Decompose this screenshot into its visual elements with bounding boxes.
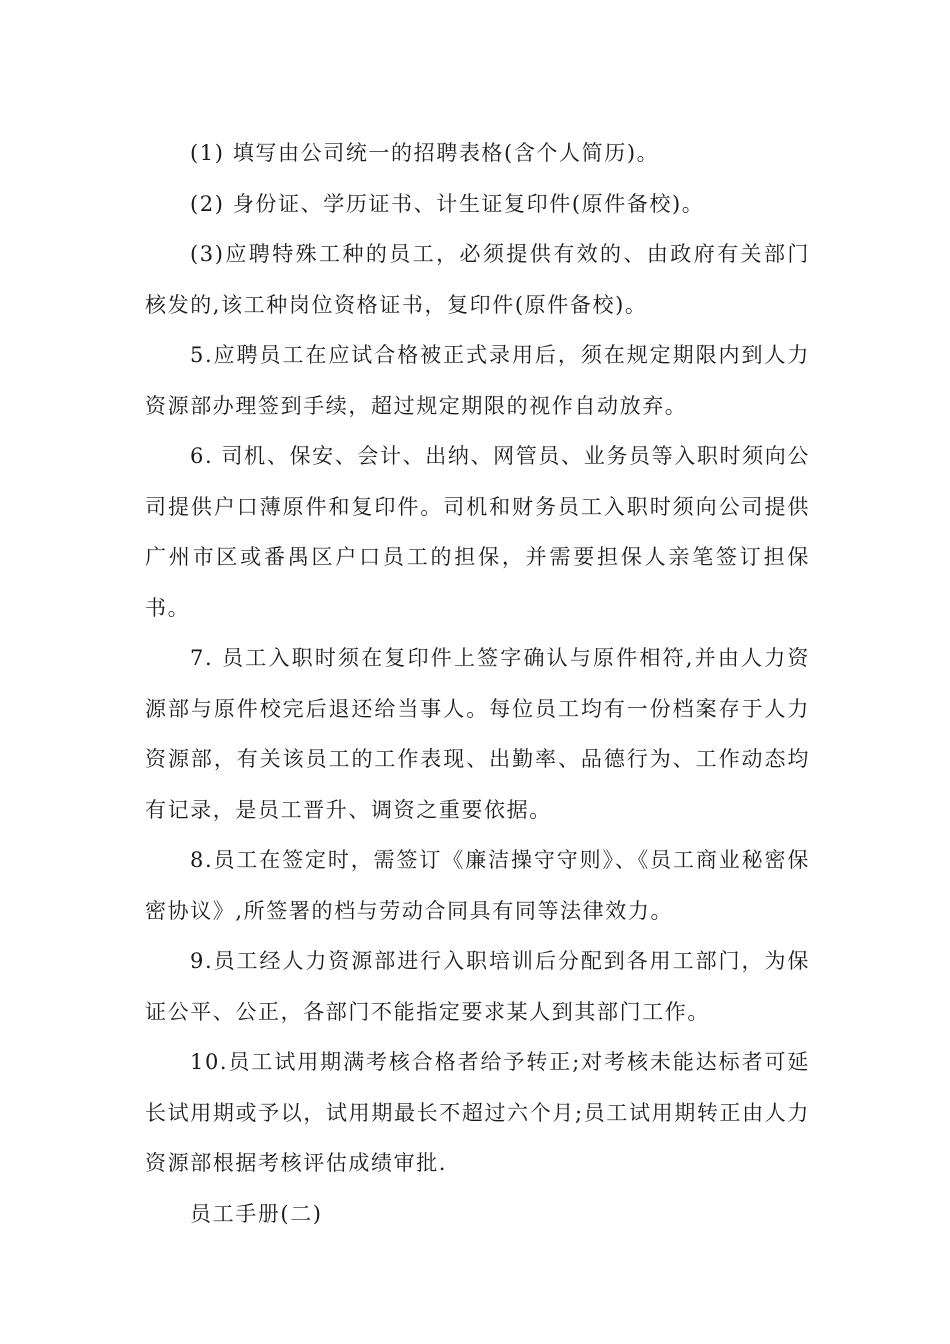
paragraph-10: 10.员工试用期满考核合格者给予转正;对考核未能达标者可延长试用期或予以，试用期最长不超过六个月;员工试用期转正由人力资源部根据考核评估成绩审批. xyxy=(145,1050,810,1175)
paragraph-6: 6. 司机、保安、会计、出纳、网管员、业务员等入职时须向公司提供户口薄原件和复印件。司机和财务员工入职时须向公司提供广州市区或番禺区户口员工的担保，并需要担保人亲笔签订担保书。 xyxy=(145,444,810,620)
paragraph-item-2: (2) 身份证、学历证书、计生证复印件(原件备校)。 xyxy=(190,191,705,216)
paragraph-5: 5.应聘员工在应试合格被正式录用后，须在规定期限内到人力资源部办理签到手续，超过规定期限的视作自动放弃。 xyxy=(145,343,810,418)
paragraph-item-3: (3)应聘特殊工种的员工，必须提供有效的、由政府有关部门核发的,该工种岗位资格证书，复印件(原件备校)。 xyxy=(145,242,810,317)
paragraph-item-1: (1) 填写由公司统一的招聘表格(含个人简历)。 xyxy=(190,141,660,165)
paragraph-8: 8.员工在签定时，需签订《廉洁操守守则》、《员工商业秘密保密协议》,所签署的档与劳动合同具有同等法律效力。 xyxy=(145,848,810,923)
paragraph-9: 9.员工经人力资源部进行入职培训后分配到各用工部门，为保证公平、公正，各部门不能指定要求某人到其部门工作。 xyxy=(145,949,810,1024)
document-body xyxy=(145,128,810,1239)
paragraph-7: 7. 员工入职时须在复印件上签字确认与原件相符,并由人力资源部与原件校完后退还给当事人。每位员工均有一份档案存于人力资源部，有关该员工的工作表现、出勤率、品德行为、工作动态均有记录，是员工晋升、调资之重要依据。 xyxy=(145,646,810,822)
section-heading: 员工手册(二) xyxy=(190,1201,323,1226)
